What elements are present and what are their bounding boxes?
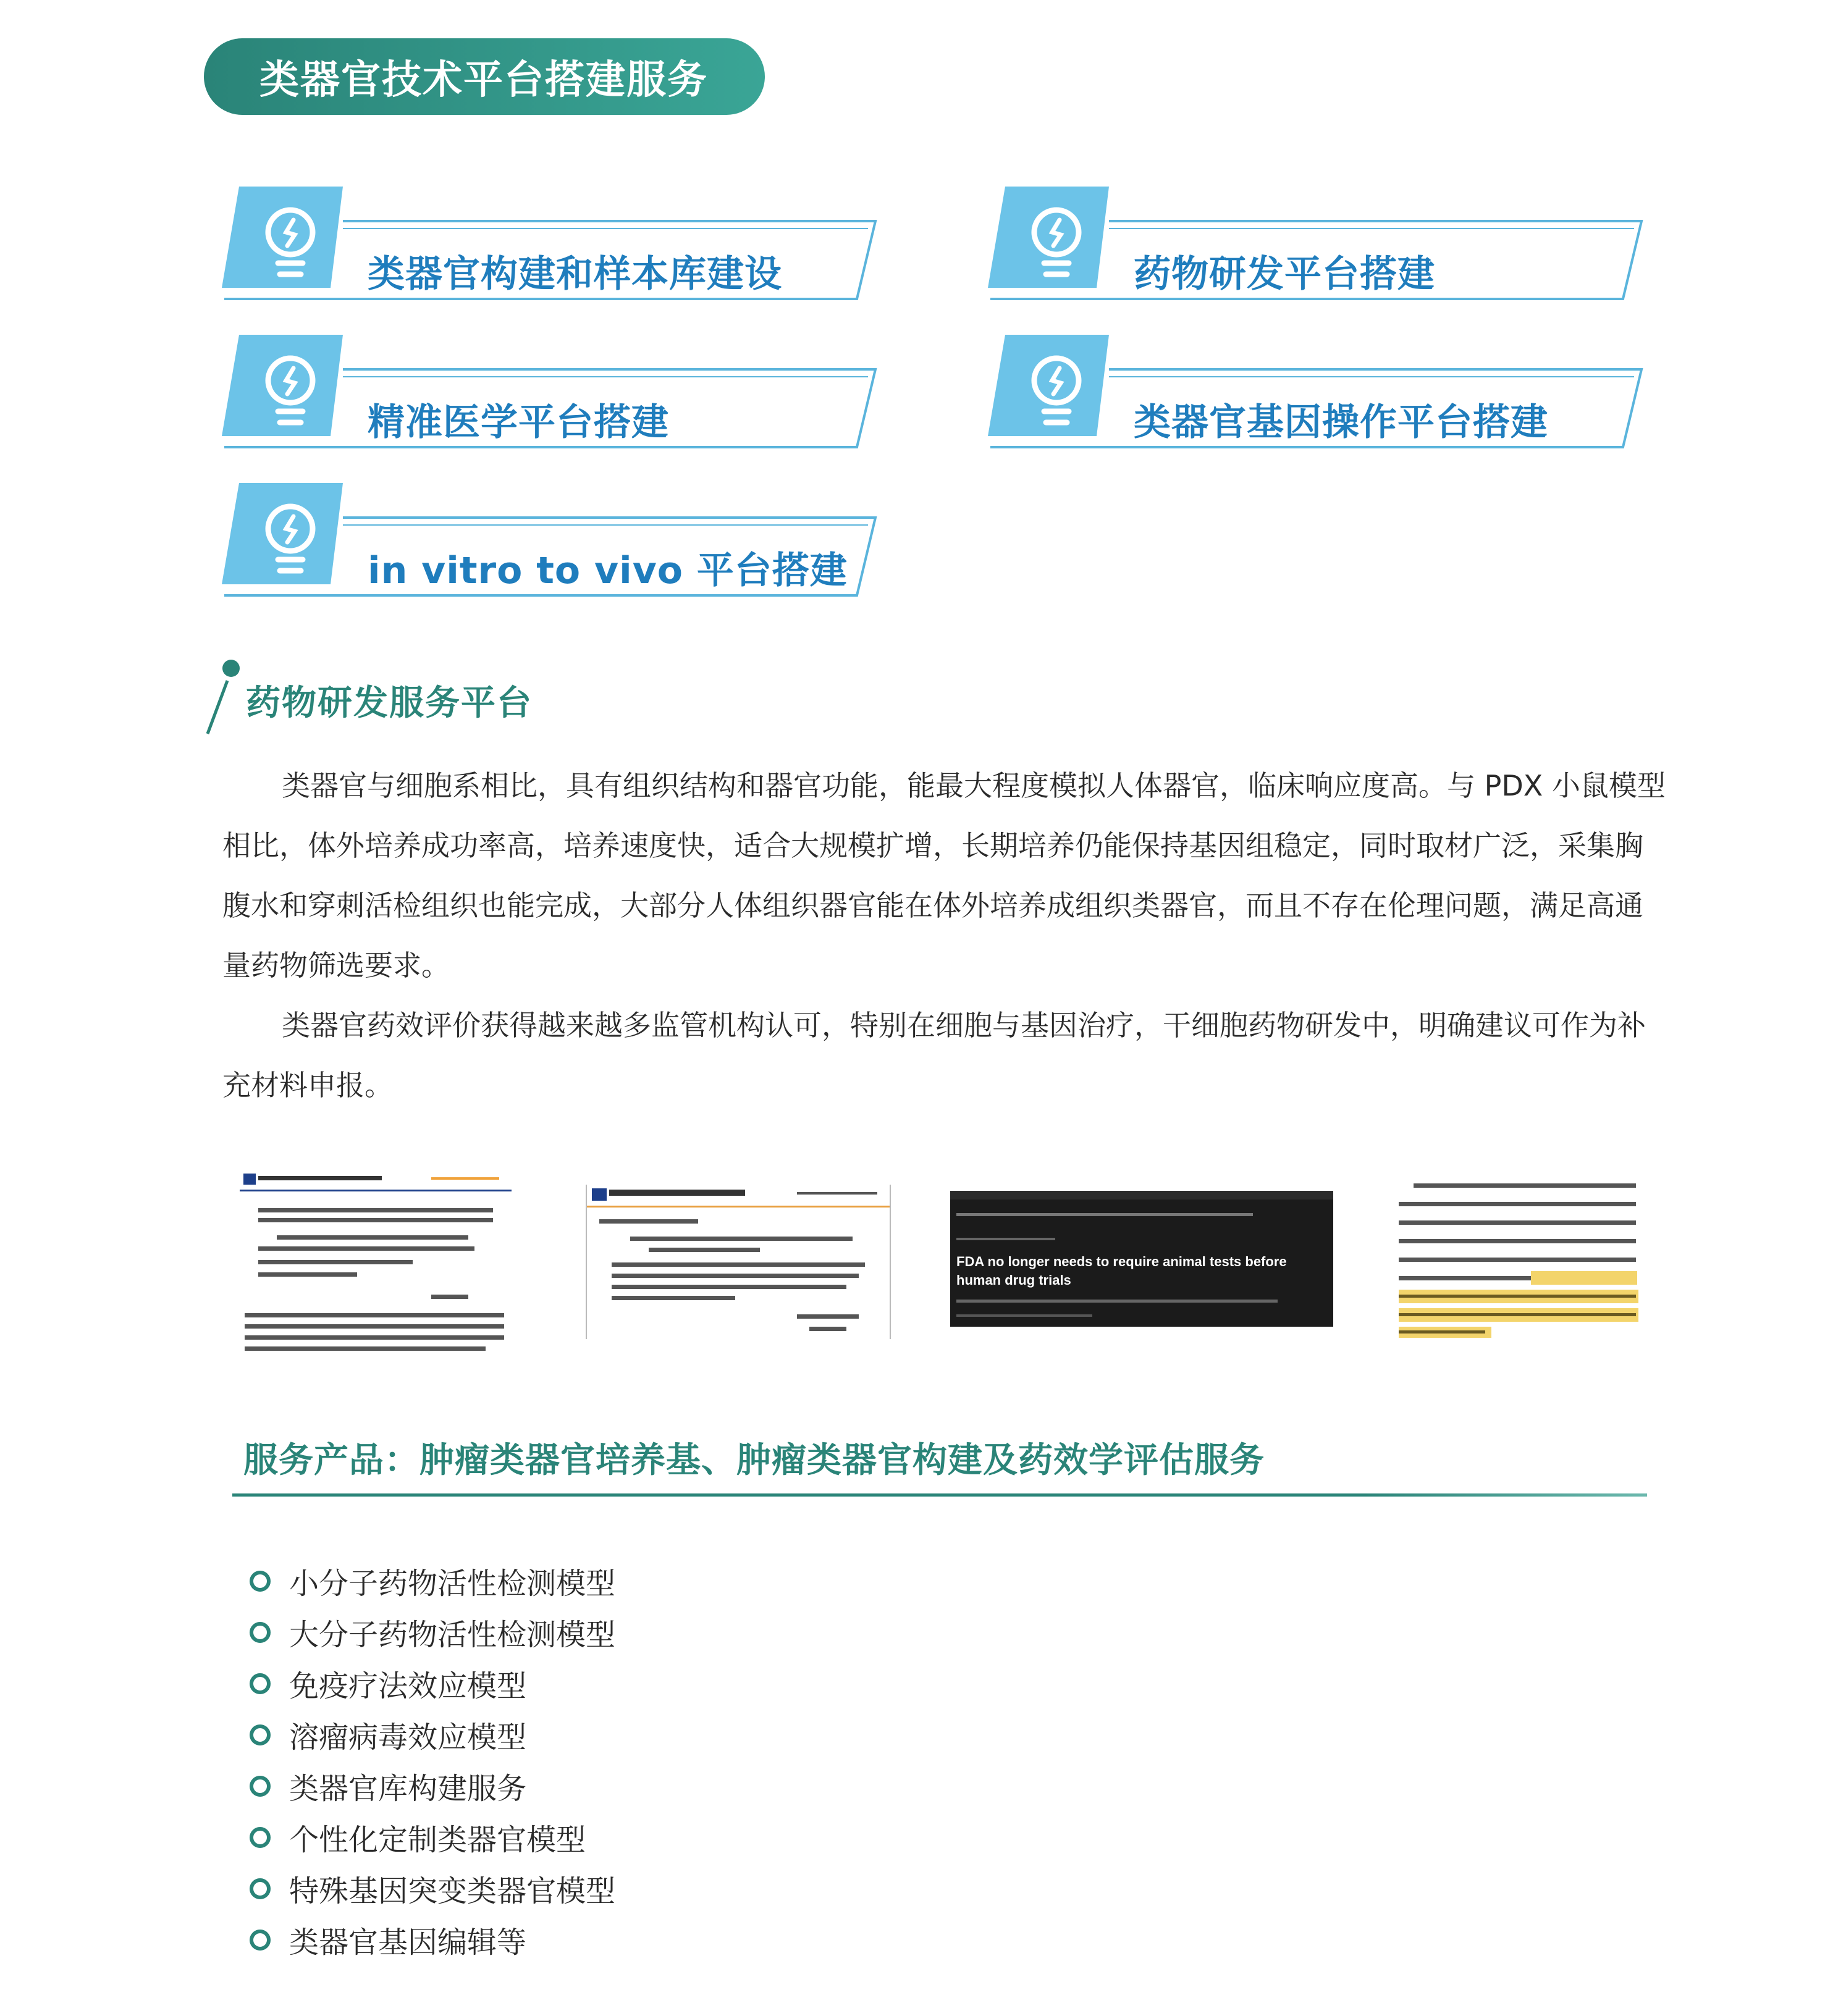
lightbulb-icon [1022,203,1090,283]
list-item: 免疫疗法效应模型 [250,1658,615,1709]
section-title: 药物研发服务平台 [246,683,533,723]
circle-bullet-icon [250,1724,271,1745]
divider [232,1493,1647,1497]
highlighted-text-thumbnail [1376,1178,1642,1339]
platform-label: in vitro to vivo 平台搭建 [368,549,848,592]
product-list [250,1555,615,1965]
body-paragraph: 类器官与细胞系相比，具有组织结构和器官功能，能最大程度模拟人体器官，临床响应度高。与 PDX 小鼠模型相比，体外培养成功率高，培养速度快，适合大规模扩增，长期培养仍能保持基因组稳定，同时取材广泛，采集胸腹水和穿刺活检组织也能完成，大部分人体组织器官能在体外培养成组织类器官，而且不存在伦理问题，满足高通量药物筛选要求。 [222,769,1666,982]
news-article-thumbnail [950,1191,1333,1327]
list-item: 个性化定制类器官模型 [250,1812,615,1863]
circle-bullet-icon [250,1622,271,1643]
lightbulb-icon [256,499,324,579]
list-item: 类器官基因编辑等 [250,1914,615,1965]
list-item: 类器官库构建服务 [250,1760,615,1812]
platform-label: 精准医学平台搭建 [368,401,669,444]
platform-card-organoid-biobank [219,184,880,301]
news-headline: FDA no longer needs to require animal tests before human drug trials [956,1254,1287,1288]
lightbulb-icon [256,351,324,431]
circle-bullet-icon [250,1776,271,1797]
platform-label: 药物研发平台搭建 [1134,253,1435,296]
platform-card-drug-rd [985,184,1646,301]
list-item: 小分子药物活性检测模型 [250,1555,615,1606]
regulatory-document-thumbnail [240,1174,512,1353]
circle-bullet-icon [250,1930,271,1951]
body-paragraph: 类器官药效评价获得越来越多监管机构认可，特别在细胞与基因治疗，干细胞药物研发中，明确建议可作为补充材料申报。 [222,1009,1646,1102]
circle-bullet-icon [250,1827,271,1848]
list-item: 特殊基因突变类器官模型 [250,1863,615,1914]
platform-label: 类器官基因操作平台搭建 [1134,401,1548,444]
lightbulb-icon [1022,351,1090,431]
platform-card-in-vitro-to-vivo [219,481,880,598]
platform-card-precision-medicine [219,332,880,450]
circle-bullet-icon [250,1878,271,1899]
platform-label: 类器官构建和样本库建设 [368,253,782,296]
lightbulb-icon [256,203,324,283]
section-banner-title: 类器官技术平台搭建服务 [204,38,765,115]
circle-bullet-icon [250,1673,271,1694]
list-item: 溶瘤病毒效应模型 [250,1709,615,1760]
circle-bullet-icon [250,1571,271,1592]
regulatory-notice-thumbnail [586,1185,891,1339]
list-item: 大分子药物活性检测模型 [250,1606,615,1658]
products-title: 服务产品：肿瘤类器官培养基、肿瘤类器官构建及药效学评估服务 [243,1440,1265,1480]
platform-card-gene-editing [985,332,1646,450]
section-marker-icon [204,655,241,741]
